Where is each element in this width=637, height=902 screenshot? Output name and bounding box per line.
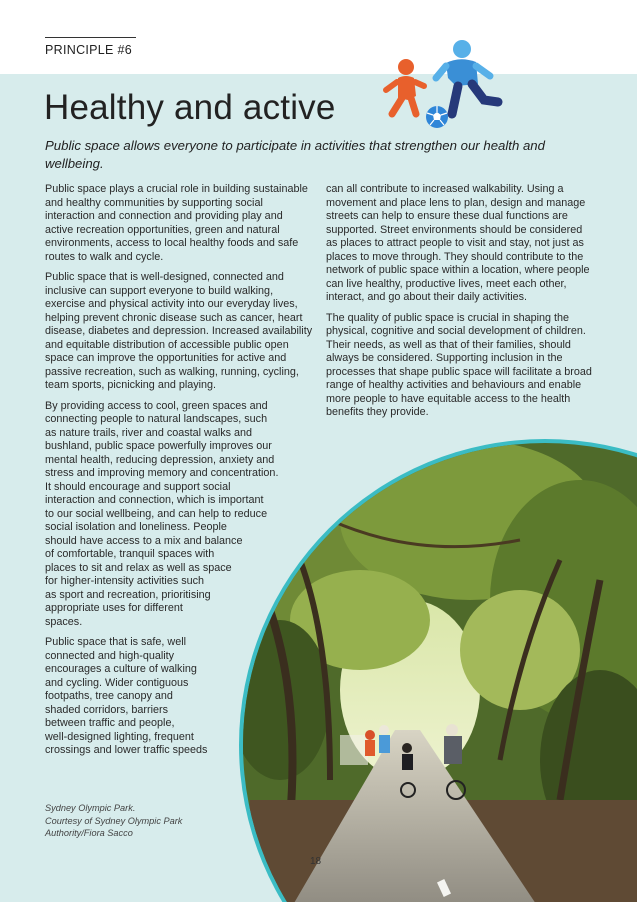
page-subtitle: Public space allows everyone to participate in activities that strengthen our health and wellbeing. bbox=[45, 138, 545, 171]
left-column bbox=[45, 183, 313, 765]
soccer-ball-icon bbox=[426, 106, 448, 128]
left-paragraph-3: By providing access to cool, green spaces and connecting people to natural landscapes, such as nature trails, river and coastal walks and bushland, public space powerfully improves our mental health, reducing depression, anxiety and stress and improving memory and concentration. It should encourage and support social interaction and connection, which is important to our social wellbeing, and can help to reduce social isolation and loneliness. People should have access to a mix and balance of comfortable, tranquil spaces with places to sit and relax as well as space for higher-intensity activities such as sport and recreation, prioritising appropriate uses for different spaces. bbox=[45, 399, 279, 628]
left-paragraph-4: Public space that is safe, well connected and high-quality encourages a culture of walking and cycling. Wider contiguous footpaths, tree canopy and shaded corridors, barriers between traffic and people, well-designed lighting, frequent crossings and lower traffic speeds bbox=[45, 636, 208, 756]
right-paragraph-1: can all contribute to increased walkability. Using a movement and place lens to plan, design and manage streets can help to ensure these dual functions are supported. Street environments should be considered as places to attract people to visit and stay, not just as places to move through. They should contribute to the network of public space within a location, where people can live healthy, productive lives, meet each other, interact, and go about their daily activities. bbox=[326, 183, 590, 303]
left-paragraph-2: Public space that is well-designed, connected and inclusive can support everyone to build walking, exercise and physical activity into our everyday lives, helping prevent chronic disease such as cancer, heart disease, diabetes and depression. Increased availability and equitable distribution of accessible public open space can improve the opportunities for active and passive recreation, such as walking, running, cycling, team sports, picnicking and playing. bbox=[45, 271, 313, 391]
children-playing-illustration bbox=[380, 38, 510, 134]
right-paragraph-2: The quality of public space is crucial in shaping the physical, cognitive and social development of children. Their needs, as well as that of their families, should always be considered. Supporting inclusion in the processes that shape public space will facilitate a broad range of healthy activities and behaviours and enable more people to have equitable access to the health benefits they provide. bbox=[326, 311, 592, 418]
page-number: 18 bbox=[310, 856, 322, 867]
orange-child-figure bbox=[386, 59, 424, 114]
principle-label: PRINCIPLE #6 bbox=[45, 43, 132, 57]
page-title: Healthy and active bbox=[44, 88, 336, 127]
left-paragraph-1: Public space plays a crucial role in building sustainable and healthy communities by supporting social interaction and connection and providing play and active recreation opportunities, green and natural environments, access to local healthy foods and safe routes to walk and cycle. bbox=[45, 183, 308, 263]
right-column bbox=[326, 183, 594, 427]
photo-caption: Sydney Olympic Park. Courtesy of Sydney Olympic Park Authority/Fiora Sacco bbox=[45, 803, 183, 838]
header-rule bbox=[45, 37, 136, 38]
blue-child-figure bbox=[436, 40, 498, 114]
